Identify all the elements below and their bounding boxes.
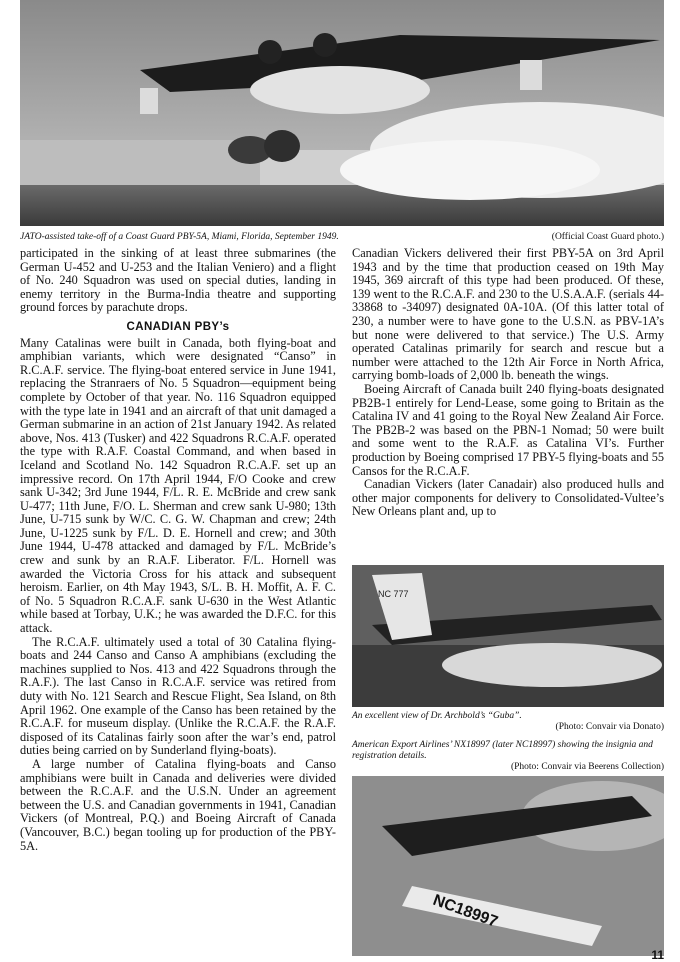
- caption-top-text: JATO-assisted take-off of a Coast Guard PBY-5A, Miami, Florida, September 1949.: [20, 232, 339, 242]
- bot-registration-mark: NC18997: [430, 891, 500, 931]
- caption-bot: [352, 740, 664, 773]
- photo-nx18997: [352, 776, 664, 956]
- caption-bot-credit: (Photo: Convair via Beerens Collection): [510, 762, 664, 772]
- photo-jato-takeoff: [20, 0, 664, 226]
- left-paragraph-3: The R.C.A.F. ultimately used a total of 30 Catalina flying-boats and 244 Canso and Canso A amphibians (excluding the machines supplied to Nos. 413 and 422 Squadrons through the R.A.F.). The last Canso in R.C.A.F. service was retired from duty with No. 121 Search and Rescue Flight, Sea Island, on 8th April 1962. One example of the Canso has been retained by the R.C.A.F. for museum display. (Unlike the R.C.A.F. the R.A.F. disposed of its Catalinas fairly soon after the war’s end, patrol duties being carried on by Sunderland flying-boats).: [20, 634, 336, 758]
- page-number: 11: [651, 948, 664, 962]
- left-paragraph-1: participated in the sinking of at least three submarines (the German U-452 and U-253 and the Italian Veniero) and a flight of No. 240 Squadron was used on special duties, landing in enemy territory in the Burma-India theatre and supporting ground forces by parachute drops.: [20, 246, 336, 315]
- caption-mid: [352, 711, 664, 733]
- caption-top: [20, 232, 664, 243]
- caption-mid-text: An excellent view of Dr. Archbold’s “Guba”.: [352, 711, 522, 721]
- right-paragraph-2: Boeing Aircraft of Canada built 240 flying-boats designated PB2B-1 entirely for Lend-Lease, some going to Britain as the Catalina IV and 41 going to the Royal New Zealand Air Force. The PB2B-2 was based on the PBN-1 Nomad; 50 were built and some went to the R.A.F. as Catalina VI’s. Further production by Boeing comprised 17 PBY-5 flying-boats and 55 Cansos for the R.C.A.F.: [352, 381, 664, 478]
- right-column: [352, 247, 664, 519]
- mid-registration-mark: NC 777: [378, 589, 409, 599]
- left-paragraph-2: Many Catalinas were built in Canada, both flying-boat and amphibian variants, which were designated “Canso” in R.C.A.F. service. The flying-boat entered service in June 1941, replacing the Stranraers of No. 5 Squadron—equipment being complete by October of that year. No. 116 Squadron equipped with the type late in 1941 and an aircraft of that unit damaged a German submarine in an action of 21st January 1942. As related above, Nos. 413 (Tusker) and 422 Squadrons R.C.A.F. operated the type with R.A.F. Coastal Command, and when based in Iceland and Scotland No. 142 Squadron R.C.A.F. set up an impressive record. On 17th April 1944, F/O Cooke and crew sank U-342; 3rd June 1944, F/L. R. E. McBride and crew sank U-477; 11th June, F/O. L. Sherman and crew sank U-980; 13th June, U-715 sunk by W/C. C. G. W. Chapman and crew; 24th June, U-1225 sunk by F/L. D. E. Hornell and crew; and 30th June 1944, U-478 attacked and damaged by F/L. McBride’s crew and sunk by an R.A.F. Liberator. F/L. Hornell was awarded the Victoria Cross for his attack and subsequent heroism. Earlier, on 4th May 1943, S/L. B. H. Moffit, A. F. C. of No. 5 Squadron R.C.A.F. sank U-630 in the West Atlantic while based at Torbay, U.K.; he was awarded the D.F.C. for this attack.: [20, 335, 336, 636]
- caption-bot-text: American Export Airlines’ NX18997 (later NC18997) showing the insignia and registration details.: [352, 740, 653, 761]
- section-heading: CANADIAN PBY’s: [126, 320, 230, 333]
- caption-top-credit: (Official Coast Guard photo.): [551, 232, 664, 242]
- left-paragraph-4: A large number of Catalina flying-boats and Canso amphibians were built in Canada and deliveries were divided between the R.C.A.F. and the U.S.N. Under an agreement between the U.S. and Canadian governments in 1941, Canadian Vickers (of Montreal, P.Q.) and Boeing Aircraft of Canada (Vancouver, B.C.) began tooling up for production of the PBY-5A.: [20, 756, 336, 853]
- left-column: [20, 247, 336, 853]
- photo-guba: [352, 565, 664, 707]
- right-paragraph-3: Canadian Vickers (later Canadair) also produced hulls and other major components for delivery to Consolidated-Vultee’s New Orleans plant and, up to: [352, 477, 664, 519]
- caption-mid-credit: (Photo: Convair via Donato): [555, 722, 664, 732]
- right-paragraph-1: Canadian Vickers delivered their first PBY-5A on 3rd April 1943 and by the time that production ceased on 19th May 1945, 369 aircraft of this type had been produced. Of these, 139 went to the R.C.A.F. and 230 to the U.S.A.A.F. (serials 44-33868 to -34097) designated 0A-10A. (Of this latter total of 230, a number were to have gone to the U.S.N. as PBV-1A’s but none were delivered to that service.) The U.S. Army operated Catalinas primarily for search and rescue but a number were attached to the 12th Air Force in North Africa, carrying bomb-loads of 2,000 lb. beneath the wings.: [352, 246, 664, 383]
